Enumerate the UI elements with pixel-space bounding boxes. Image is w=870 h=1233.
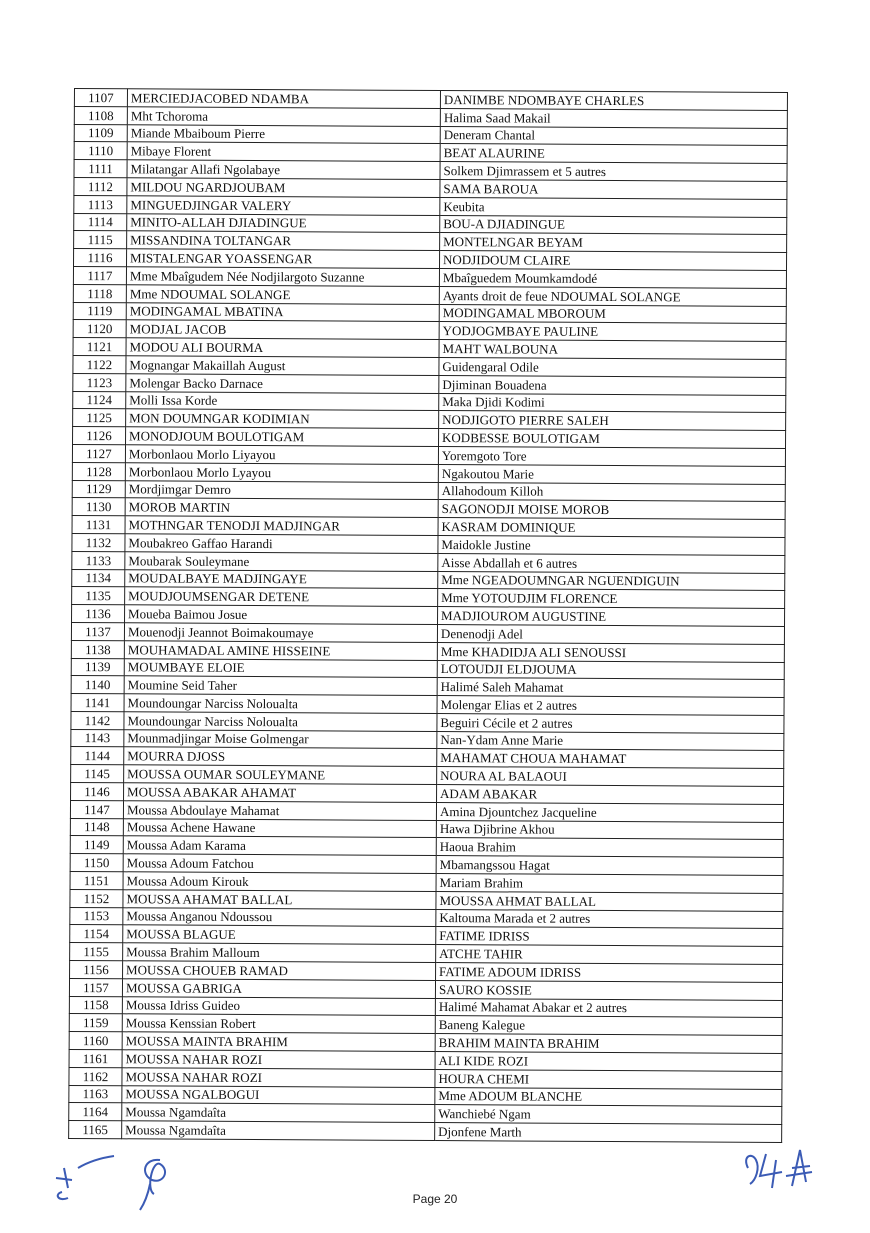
heir-name: Amina Djountchez Jacqueline (436, 802, 783, 822)
row-number: 1135 (72, 587, 125, 605)
heir-name: SAMA BAROUA (440, 180, 787, 200)
row-number: 1107 (74, 89, 127, 107)
beneficiary-name: Miande Mbaiboum Pierre (127, 124, 440, 144)
beneficiary-name: MOUSSA NGALBOGUI (122, 1085, 435, 1105)
beneficiary-name: MOUSSA AHAMAT BALLAL (123, 890, 436, 910)
row-number: 1146 (71, 783, 124, 801)
heir-name: MODINGAMAL MBOROUM (439, 304, 786, 324)
row-number: 1155 (70, 943, 123, 961)
beneficiary-name: Moundoungar Narciss Noloualta (124, 694, 437, 714)
row-number: 1147 (70, 800, 123, 818)
row-number: 1113 (74, 195, 127, 213)
beneficiary-name: Moussa Achene Hawane (123, 818, 436, 838)
beneficiary-name: Moueba Baimou Josue (125, 605, 438, 625)
row-number: 1123 (73, 373, 126, 391)
heir-name: YODJOGMBAYE PAULINE (439, 322, 786, 342)
heir-name: Kaltouma Marada et 2 autres (436, 909, 783, 929)
row-number: 1137 (71, 622, 124, 640)
beneficiary-name: MON DOUMNGAR KODIMIAN (126, 409, 439, 429)
row-number: 1160 (69, 1032, 122, 1050)
row-number: 1111 (74, 160, 127, 178)
heir-name: Wanchiebé Ngam (435, 1105, 782, 1125)
row-number: 1110 (74, 142, 127, 160)
heir-name: Halimé Mahamat Abakar et 2 autres (435, 998, 782, 1018)
heir-name: Maka Djidi Kodimi (439, 393, 786, 413)
table-body (69, 89, 788, 1143)
beneficiary-name: Moussa Adoum Fatchou (123, 854, 436, 874)
beneficiary-name: Mht Tchoroma (127, 107, 440, 127)
heir-name: Beguiri Cécile et 2 autres (437, 713, 784, 733)
row-number: 1138 (71, 640, 124, 658)
row-number: 1109 (74, 124, 127, 142)
beneficiary-name: Moubakreo Gaffao Harandi (125, 534, 438, 554)
row-number: 1119 (73, 302, 126, 320)
row-number: 1156 (70, 961, 123, 979)
beneficiary-name: Mouenodji Jeannot Boimakoumaye (124, 623, 437, 643)
heir-name: HOURA CHEMI (435, 1069, 782, 1089)
beneficiary-name: MOUSSA CHOUEB RAMAD (123, 961, 436, 981)
beneficiary-name: MOUDALBAYE MADJINGAYE (125, 569, 438, 589)
row-number: 1141 (71, 694, 124, 712)
heir-name: Mbamangssou Hagat (436, 856, 783, 876)
row-number: 1149 (70, 836, 123, 854)
beneficiary-name: MISTALENGAR YOASSENGAR (127, 249, 440, 269)
row-number: 1122 (73, 355, 126, 373)
row-number: 1151 (70, 872, 123, 890)
signature-initials-right (740, 1142, 820, 1197)
heir-name: SAGONODJI MOISE MOROB (438, 500, 785, 520)
heir-name: BEAT ALAURINE (440, 144, 787, 164)
row-number: 1145 (71, 765, 124, 783)
heir-name: MAHAMAT CHOUA MAHAMAT (437, 749, 784, 769)
beneficiary-name: MOUDJOUMSENGAR DETENE (125, 587, 438, 607)
heir-name: Nan-Ydam Anne Marie (437, 731, 784, 751)
row-number: 1164 (69, 1103, 122, 1121)
row-number: 1150 (70, 854, 123, 872)
beneficiary-name: MOUHAMADAL AMINE HISSEINE (124, 640, 437, 660)
heir-name: Solkem Djimrassem et 5 autres (440, 162, 787, 182)
heir-name: NOURA AL BALAOUI (437, 767, 784, 787)
row-number: 1152 (70, 889, 123, 907)
heir-name: Haoua Brahim (436, 838, 783, 858)
beneficiary-name: Mordjimgar Demro (125, 480, 438, 500)
heir-name: DANIMBE NDOMBAYE CHARLES (440, 91, 787, 111)
heir-name: LOTOUDJI ELDJOUMA (437, 660, 784, 680)
row-number: 1161 (69, 1050, 122, 1068)
heir-name: Molengar Elias et 2 autres (437, 696, 784, 716)
beneficiary-name: MOTHNGAR TENODJI MADJINGAR (125, 516, 438, 536)
beneficiary-name: MINITO-ALLAH DJIADINGUE (127, 213, 440, 233)
row-number: 1127 (72, 444, 125, 462)
heir-name: Mme KHADIDJA ALI SENOUSSI (437, 642, 784, 662)
row-number: 1136 (72, 605, 125, 623)
heir-name: Mme ADOUM BLANCHE (435, 1087, 782, 1107)
heir-name: FATIME IDRISS (436, 927, 783, 947)
row-number: 1154 (70, 925, 123, 943)
row-number: 1116 (74, 249, 127, 267)
beneficiary-name: MERCIEDJACOBED NDAMBA (127, 89, 440, 109)
row-number: 1157 (69, 978, 122, 996)
row-number: 1140 (71, 676, 124, 694)
beneficiary-name: MOURRA DJOSS (124, 747, 437, 767)
row-number: 1143 (71, 729, 124, 747)
heir-name: Ayants droit de feue NDOUMAL SOLANGE (439, 286, 786, 306)
heir-name: FATIME ADOUM IDRISS (436, 963, 783, 983)
heir-name: Baneng Kalegue (435, 1016, 782, 1036)
beneficiary-name: Moussa Adoum Kirouk (123, 872, 436, 892)
heir-name: Denenodji Adel (437, 624, 784, 644)
heir-name: SAURO KOSSIE (435, 980, 782, 1000)
heir-name: Allahodoum Killoh (438, 482, 785, 502)
beneficiary-name: MOUSSA NAHAR ROZI (122, 1068, 435, 1088)
row-number: 1124 (73, 391, 126, 409)
beneficiary-name: MINGUEDJINGAR VALERY (127, 196, 440, 216)
beneficiary-name: MILDOU NGARDJOUBAM (127, 178, 440, 198)
row-number: 1108 (74, 106, 127, 124)
beneficiary-name: MODOU ALI BOURMA (126, 338, 439, 358)
row-number: 1112 (74, 177, 127, 195)
heirs-table (68, 88, 788, 1143)
row-number: 1158 (69, 996, 122, 1014)
heir-name: Djiminan Bouadena (439, 375, 786, 395)
beneficiary-name: Moumine Seid Taher (124, 676, 437, 696)
row-number: 1153 (70, 907, 123, 925)
beneficiary-name: Molengar Backo Darnace (126, 374, 439, 394)
beneficiary-name: Mounmadjingar Moise Golmengar (124, 729, 437, 749)
row-number: 1159 (69, 1014, 122, 1032)
beneficiary-name: Moundoungar Narciss Noloualta (124, 712, 437, 732)
beneficiary-name: Mognangar Makaillah August (126, 356, 439, 376)
heir-name: Deneram Chantal (440, 126, 787, 146)
row-number: 1139 (71, 658, 124, 676)
beneficiary-name: Mibaye Florent (127, 142, 440, 162)
beneficiary-name: MISSANDINA TOLTANGAR (127, 231, 440, 251)
row-number: 1131 (72, 516, 125, 534)
beneficiary-name: MOROB MARTIN (125, 498, 438, 518)
heir-name: BOU-A DJIADINGUE (440, 215, 787, 235)
beneficiary-name: Moussa Kenssian Robert (122, 1014, 435, 1034)
beneficiary-name: Moussa Brahim Malloum (123, 943, 436, 963)
beneficiary-name: Mme Mbaîgudem Née Nodjilargoto Suzanne (126, 267, 439, 287)
beneficiary-name: MOUSSA ABAKAR AHAMAT (124, 783, 437, 803)
heir-name: Halimé Saleh Mahamat (437, 678, 784, 698)
row-number: 1115 (74, 231, 127, 249)
beneficiary-name: MOUSSA NAHAR ROZI (122, 1050, 435, 1070)
row-number: 1163 (69, 1085, 122, 1103)
beneficiary-name: MODINGAMAL MBATINA (126, 302, 439, 322)
beneficiary-name: MOUMBAYE ELOIE (124, 658, 437, 678)
beneficiary-name: MONODJOUM BOULOTIGAM (126, 427, 439, 447)
beneficiary-name: Moussa Abdoulaye Mahamat (123, 801, 436, 821)
beneficiary-name: Moubarak Souleymane (125, 552, 438, 572)
heir-name: MADJIOUROM AUGUSTINE (438, 607, 785, 627)
heir-name: KODBESSE BOULOTIGAM (439, 429, 786, 449)
heir-name: MOUSSA AHMAT BALLAL (436, 891, 783, 911)
heir-name: MONTELNGAR BEYAM (440, 233, 787, 253)
row-number: 1129 (72, 480, 125, 498)
heir-name: Ngakoutou Marie (438, 464, 785, 484)
heir-name: Mme NGEADOUMNGAR NGUENDIGUIN (438, 571, 785, 591)
row-number: 1148 (70, 818, 123, 836)
heir-name: MAHT WALBOUNA (439, 340, 786, 360)
beneficiary-name: Morbonlaou Morlo Lyayou (125, 463, 438, 483)
row-number: 1130 (72, 498, 125, 516)
row-number: 1133 (72, 551, 125, 569)
heir-name: NODJIGOTO PIERRE SALEH (439, 411, 786, 431)
beneficiary-name: Moussa Adam Karama (123, 836, 436, 856)
row-number: 1134 (72, 569, 125, 587)
beneficiary-name: Mme NDOUMAL SOLANGE (126, 285, 439, 305)
beneficiary-name: Moussa Anganou Ndoussou (123, 907, 436, 927)
beneficiary-name: Moussa Ngamdaîta (122, 1103, 435, 1123)
beneficiary-name: Morbonlaou Morlo Liyayou (125, 445, 438, 465)
heir-name: Keubita (440, 197, 787, 217)
heir-name: Djonfene Marth (435, 1123, 782, 1143)
page-number: Page 20 (412, 1192, 458, 1206)
beneficiary-name: MODJAL JACOB (126, 320, 439, 340)
heir-name: BRAHIM MAINTA BRAHIM (435, 1034, 782, 1054)
row-number: 1121 (73, 338, 126, 356)
heir-name: Mariam Brahim (436, 874, 783, 894)
heir-name: ATCHE TAHIR (436, 945, 783, 965)
row-number: 1120 (73, 320, 126, 338)
heir-name: ALI KIDE ROZI (435, 1052, 782, 1072)
beneficiary-name: MOUSSA GABRIGA (122, 979, 435, 999)
row-number: 1125 (73, 409, 126, 427)
beneficiary-name: Moussa Idriss Guideo (122, 996, 435, 1016)
heir-name: ADAM ABAKAR (437, 785, 784, 805)
beneficiary-name: MOUSSA MAINTA BRAHIM (122, 1032, 435, 1052)
heir-name: NODJIDOUM CLAIRE (439, 251, 786, 271)
heir-name: Halima Saad Makail (440, 108, 787, 128)
heir-name: Yoremgoto Tore (438, 446, 785, 466)
beneficiary-name: MOUSSA OUMAR SOULEYMANE (124, 765, 437, 785)
row-number: 1114 (74, 213, 127, 231)
row-number: 1132 (72, 533, 125, 551)
row-number: 1144 (71, 747, 124, 765)
row-number: 1162 (69, 1067, 122, 1085)
row-number: 1165 (69, 1121, 122, 1139)
row-number: 1118 (73, 284, 126, 302)
heir-name: Mbaîguedem Moumkamdodé (439, 269, 786, 289)
heir-name: Guidengaral Odile (439, 357, 786, 377)
heir-name: Mme YOTOUDJIM FLORENCE (438, 589, 785, 609)
row-number: 1128 (72, 462, 125, 480)
heir-name: Hawa Djibrine Akhou (436, 820, 783, 840)
row-number: 1126 (73, 427, 126, 445)
heir-name: Aisse Abdallah et 6 autres (438, 553, 785, 573)
row-number: 1117 (73, 266, 126, 284)
table-row (69, 1121, 782, 1143)
beneficiary-name: Moussa Ngamdaîta (122, 1121, 435, 1141)
beneficiary-name: Milatangar Allafi Ngolabaye (127, 160, 440, 180)
beneficiary-name: Molli Issa Korde (126, 391, 439, 411)
heir-name: Maidokle Justine (438, 535, 785, 555)
row-number: 1142 (71, 711, 124, 729)
heir-name: KASRAM DOMINIQUE (438, 518, 785, 538)
beneficiary-name: MOUSSA BLAGUE (123, 925, 436, 945)
